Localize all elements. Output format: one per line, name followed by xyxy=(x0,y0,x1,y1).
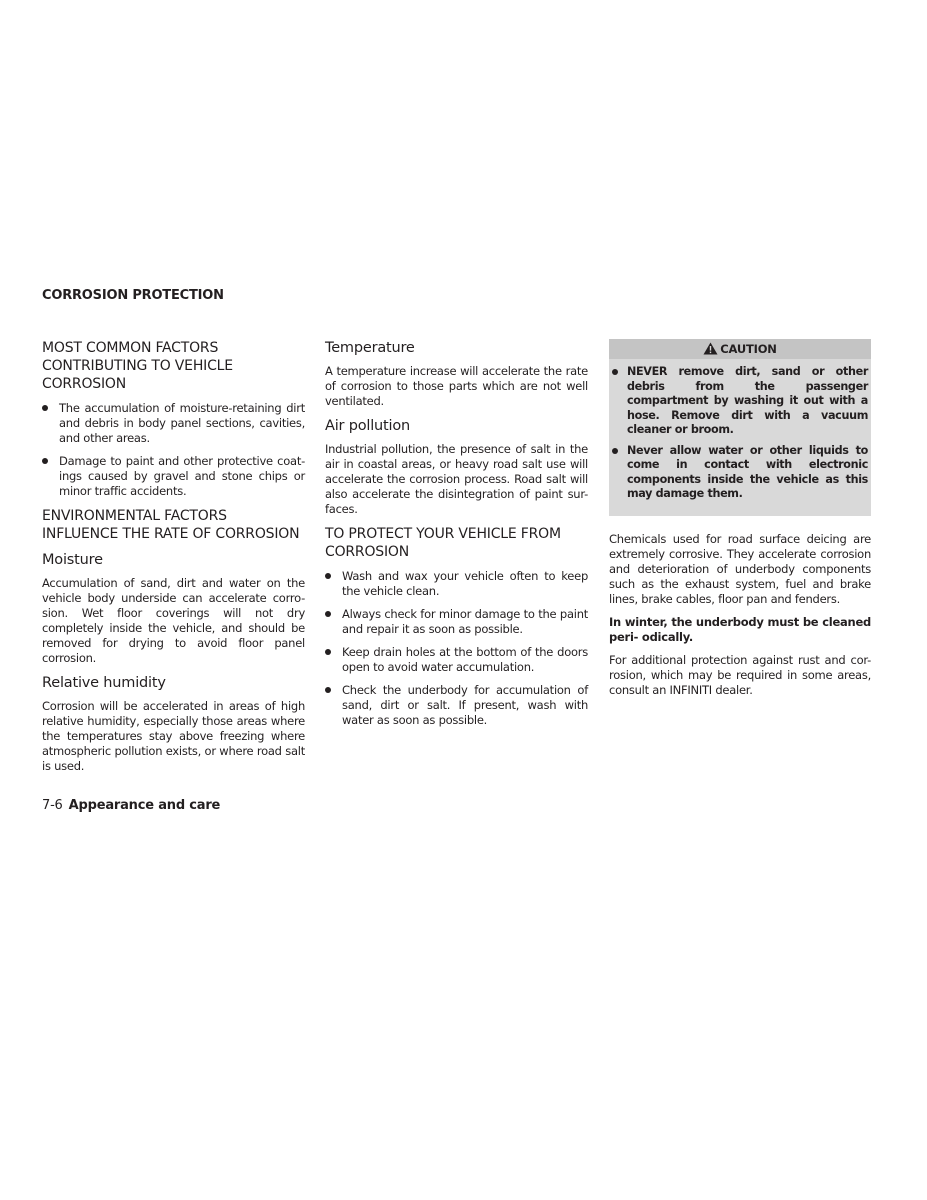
heading-relative-humidity: Relative humidity xyxy=(42,675,166,691)
column-middle xyxy=(325,339,588,736)
list-item-text: Damage to paint and other protective coat- ings caused by gravel and stone chips or minor traffic accidents. xyxy=(59,454,305,498)
list-item xyxy=(612,365,868,438)
air-pollution-text: Industrial pollution, the presence of salt in the air in coastal areas, or heavy road salt use will accelerate the corrosion process. Road salt will also accelerate the disintegration of paint sur- faces. xyxy=(325,442,588,516)
list-item xyxy=(42,401,305,446)
bullet-icon xyxy=(612,369,618,375)
section-title: CORROSION PROTECTION xyxy=(42,288,224,303)
caution-box xyxy=(609,339,871,516)
heading-temperature: Temperature xyxy=(325,340,415,356)
bullet-icon xyxy=(325,573,331,579)
list-item xyxy=(612,444,868,502)
list-item-text: Always check for minor damage to the paint and repair it as soon as possible. xyxy=(342,607,588,636)
chemicals-text: Chemicals used for road surface deicing are extremely corrosive. They accelerate corrosion and deterioration of underbody components such as the exhaust system, fuel and brake lines, brake cables, floor pan and fenders. xyxy=(609,531,871,606)
chapter-title: Appearance and care xyxy=(68,798,221,813)
additional-protection-text: For additional protection against rust and cor- rosion, which may be required in some areas, consult an INFINITI dealer. xyxy=(609,652,871,697)
protect-list xyxy=(325,569,588,728)
page-number: 7-6 xyxy=(42,798,63,813)
temperature-text: A temperature increase will accelerate the rate of corrosion to those parts which are not well ventilated. xyxy=(325,364,588,408)
common-factors-list xyxy=(42,401,305,499)
bullet-icon xyxy=(42,458,48,464)
caution-list xyxy=(612,365,868,502)
heading-protect-vehicle: TO PROTECT YOUR VEHICLE FROM CORROSION xyxy=(325,526,561,560)
heading-air-pollution: Air pollution xyxy=(325,418,411,434)
list-item-text: Wash and wax your vehicle often to keep the vehicle clean. xyxy=(342,569,588,598)
caution-label: CAUTION xyxy=(720,342,777,356)
list-item-text: NEVER remove dirt, sand or other debris from the passenger compartment by washing it out with a hose. Remove dirt with a vacuum cleaner or broom. xyxy=(627,365,868,436)
column-right xyxy=(609,339,871,706)
list-item-text: Check the underbody for accumulation of sand, dirt or salt. If present, wash with water as soon as possible. xyxy=(342,683,588,727)
warning-icon xyxy=(703,342,718,355)
bullet-icon xyxy=(325,687,331,693)
column-left xyxy=(42,339,305,782)
bullet-icon xyxy=(325,611,331,617)
list-item xyxy=(325,683,588,728)
list-item-text: The accumulation of moisture-retaining dirt and debris in body panel sections, cavities, and other areas. xyxy=(59,401,305,445)
heading-moisture: Moisture xyxy=(42,552,103,568)
humidity-text: Corrosion will be accelerated in areas of high relative humidity, especially those areas where the temperatures stay above freezing where atmospheric pollution exists, or where road salt is used. xyxy=(42,699,305,773)
caution-header xyxy=(609,339,871,359)
heading-environmental-factors: ENVIRONMENTAL FACTORS INFLUENCE THE RATE OF CORROSION xyxy=(42,508,300,542)
page-footer xyxy=(42,798,220,813)
list-item xyxy=(325,569,588,599)
list-item-text: Keep drain holes at the bottom of the doors open to avoid water accumulation. xyxy=(342,645,588,674)
bullet-icon xyxy=(325,649,331,655)
heading-common-factors: MOST COMMON FACTORS CONTRIBUTING TO VEHICLE CORROSION xyxy=(42,340,233,392)
bullet-icon xyxy=(612,448,618,454)
winter-text: In winter, the underbody must be cleaned peri- odically. xyxy=(609,614,871,644)
bullet-icon xyxy=(42,405,48,411)
list-item xyxy=(325,645,588,675)
moisture-text: Accumulation of sand, dirt and water on the vehicle body underside can accelerate corro- sion. Wet floor coverings will not dry completely inside the vehicle, and should be removed for drying to avoid floor panel corrosion. xyxy=(42,576,305,665)
list-item xyxy=(325,607,588,637)
list-item xyxy=(42,454,305,499)
list-item-text: Never allow water or other liquids to come in contact with electronic components inside the vehicle as this may damage them. xyxy=(627,443,868,500)
